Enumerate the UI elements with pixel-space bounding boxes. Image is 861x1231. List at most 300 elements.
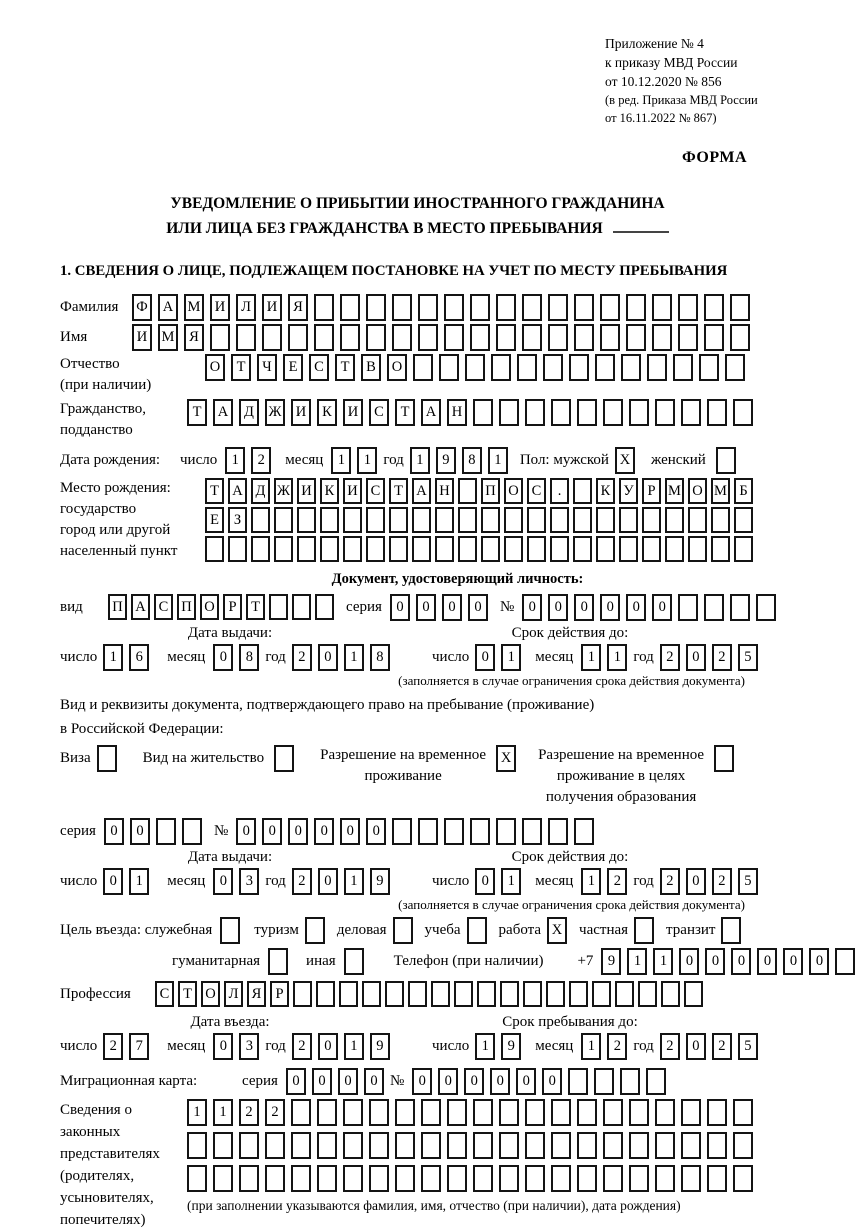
char-cell[interactable] [673,354,693,381]
doc-valid-day-input[interactable] [475,644,527,671]
char-cell[interactable]: 2 [292,644,312,671]
char-cell[interactable]: Т [395,399,415,426]
char-cell[interactable]: М [158,324,178,351]
char-cell[interactable] [156,818,176,845]
char-cell[interactable] [389,507,408,533]
char-cell[interactable] [317,1132,337,1159]
char-cell[interactable]: Ж [274,478,293,504]
char-cell[interactable] [470,294,490,321]
char-cell[interactable]: О [201,981,220,1007]
char-cell[interactable]: К [317,399,337,426]
char-cell[interactable] [550,507,569,533]
birth-month-input[interactable] [331,447,383,474]
char-cell[interactable] [733,399,753,426]
char-cell[interactable] [577,1132,597,1159]
char-cell[interactable] [525,1132,545,1159]
char-cell[interactable]: 1 [627,948,647,975]
char-cell[interactable] [711,536,730,562]
char-cell[interactable]: 8 [239,644,259,671]
char-cell[interactable]: Я [184,324,204,351]
char-cell[interactable] [473,399,493,426]
char-cell[interactable] [288,324,308,351]
char-cell[interactable]: 0 [366,818,386,845]
res-valid-day-input[interactable] [475,868,527,895]
char-cell[interactable]: 0 [809,948,829,975]
char-cell[interactable] [291,1165,311,1192]
char-cell[interactable]: 2 [265,1099,285,1126]
char-cell[interactable]: 1 [344,868,364,895]
char-cell[interactable]: 2 [292,1033,312,1060]
char-cell[interactable] [470,818,490,845]
char-cell[interactable] [268,948,288,975]
char-cell[interactable] [291,1099,311,1126]
char-cell[interactable] [499,1099,519,1126]
char-cell[interactable]: 1 [344,1033,364,1060]
purpose-official-checkbox[interactable] [220,917,246,944]
char-cell[interactable] [291,1132,311,1159]
char-cell[interactable] [546,981,565,1007]
char-cell[interactable]: 1 [501,868,521,895]
char-cell[interactable] [756,594,776,621]
char-cell[interactable]: 0 [574,594,594,621]
char-cell[interactable] [629,1165,649,1192]
char-cell[interactable] [205,536,224,562]
char-cell[interactable] [522,818,542,845]
char-cell[interactable] [678,324,698,351]
char-cell[interactable] [491,354,511,381]
char-cell[interactable] [305,917,325,944]
char-cell[interactable]: 5 [738,1033,758,1060]
char-cell[interactable] [477,981,496,1007]
char-cell[interactable] [251,507,270,533]
char-cell[interactable] [447,1132,467,1159]
char-cell[interactable] [393,917,413,944]
char-cell[interactable] [629,399,649,426]
char-cell[interactable] [366,294,386,321]
char-cell[interactable] [343,1099,363,1126]
purpose-study-checkbox[interactable] [467,917,493,944]
char-cell[interactable] [435,507,454,533]
char-cell[interactable]: 8 [462,447,482,474]
char-cell[interactable]: 1 [410,447,430,474]
char-cell[interactable] [523,981,542,1007]
phone-number-input[interactable] [601,948,861,975]
char-cell[interactable]: 0 [318,1033,338,1060]
char-cell[interactable]: И [343,478,362,504]
char-cell[interactable] [655,1099,675,1126]
char-cell[interactable]: 2 [607,868,627,895]
char-cell[interactable] [525,1099,545,1126]
char-cell[interactable] [458,536,477,562]
char-cell[interactable]: А [228,478,247,504]
purpose-humanitarian-checkbox[interactable] [268,948,294,975]
char-cell[interactable] [684,981,703,1007]
char-cell[interactable]: 0 [542,1068,562,1095]
char-cell[interactable] [619,536,638,562]
char-cell[interactable] [595,354,615,381]
char-cell[interactable]: 0 [626,594,646,621]
char-cell[interactable] [551,1165,571,1192]
char-cell[interactable]: 0 [548,594,568,621]
char-cell[interactable]: Р [223,594,242,620]
char-cell[interactable] [439,354,459,381]
char-cell[interactable] [527,507,546,533]
char-cell[interactable]: 5 [738,644,758,671]
char-cell[interactable] [389,536,408,562]
char-cell[interactable] [392,324,412,351]
char-cell[interactable] [395,1165,415,1192]
char-cell[interactable]: 2 [103,1033,123,1060]
char-cell[interactable] [314,324,334,351]
char-cell[interactable]: 0 [318,868,338,895]
char-cell[interactable] [366,507,385,533]
purpose-other-checkbox[interactable] [344,948,370,975]
char-cell[interactable] [603,1132,623,1159]
char-cell[interactable] [496,818,516,845]
char-cell[interactable]: 0 [438,1068,458,1095]
char-cell[interactable]: 0 [783,948,803,975]
char-cell[interactable]: 0 [464,1068,484,1095]
char-cell[interactable] [543,354,563,381]
stay-day-input[interactable] [475,1033,527,1060]
char-cell[interactable] [213,1132,233,1159]
char-cell[interactable]: А [158,294,178,321]
char-cell[interactable] [340,294,360,321]
char-cell[interactable]: Р [642,478,661,504]
purpose-work-checkbox[interactable] [547,917,573,944]
char-cell[interactable]: Т [389,478,408,504]
char-cell[interactable] [734,536,753,562]
char-cell[interactable]: 0 [288,818,308,845]
char-cell[interactable] [340,324,360,351]
char-cell[interactable] [714,745,734,772]
char-cell[interactable] [704,294,724,321]
char-cell[interactable]: 0 [731,948,751,975]
char-cell[interactable] [220,917,240,944]
char-cell[interactable] [187,1132,207,1159]
char-cell[interactable]: О [688,478,707,504]
char-cell[interactable] [711,507,730,533]
char-cell[interactable] [320,536,339,562]
char-cell[interactable] [574,818,594,845]
char-cell[interactable] [314,294,334,321]
char-cell[interactable]: X [496,745,516,772]
char-cell[interactable]: 1 [213,1099,233,1126]
char-cell[interactable] [517,354,537,381]
char-cell[interactable] [619,507,638,533]
char-cell[interactable]: П [177,594,196,620]
char-cell[interactable] [716,447,736,474]
char-cell[interactable] [297,507,316,533]
char-cell[interactable]: А [412,478,431,504]
char-cell[interactable]: 0 [475,644,495,671]
char-cell[interactable] [408,981,427,1007]
char-cell[interactable]: А [131,594,150,620]
char-cell[interactable]: И [262,294,282,321]
char-cell[interactable]: 0 [412,1068,432,1095]
char-cell[interactable] [320,507,339,533]
char-cell[interactable]: 1 [653,948,673,975]
residence-permit-checkbox[interactable] [274,745,300,772]
char-cell[interactable] [418,818,438,845]
res-issue-day-input[interactable] [103,868,155,895]
birth-year-input[interactable] [410,447,514,474]
char-cell[interactable] [527,536,546,562]
char-cell[interactable] [481,507,500,533]
char-cell[interactable] [315,594,334,620]
purpose-business-checkbox[interactable] [393,917,419,944]
char-cell[interactable]: С [154,594,173,620]
char-cell[interactable] [444,324,464,351]
entry-day-input[interactable] [103,1033,155,1060]
char-cell[interactable] [236,324,256,351]
char-cell[interactable] [269,594,288,620]
char-cell[interactable] [577,1099,597,1126]
char-cell[interactable] [596,507,615,533]
char-cell[interactable] [574,294,594,321]
char-cell[interactable]: 0 [312,1068,332,1095]
birth-place-input-row1[interactable] [205,478,757,504]
char-cell[interactable] [444,294,464,321]
char-cell[interactable] [431,981,450,1007]
char-cell[interactable] [665,507,684,533]
char-cell[interactable] [681,1165,701,1192]
char-cell[interactable]: Я [288,294,308,321]
char-cell[interactable]: Я [247,981,266,1007]
char-cell[interactable] [395,1132,415,1159]
char-cell[interactable]: 0 [686,1033,706,1060]
char-cell[interactable] [458,478,477,504]
char-cell[interactable]: 1 [581,1033,601,1060]
char-cell[interactable] [665,536,684,562]
char-cell[interactable] [629,1099,649,1126]
char-cell[interactable] [265,1165,285,1192]
char-cell[interactable] [447,1165,467,1192]
doc-issue-month-input[interactable] [213,644,265,671]
char-cell[interactable]: 0 [468,594,488,621]
char-cell[interactable] [499,1132,519,1159]
char-cell[interactable]: С [527,478,546,504]
doc-valid-year-input[interactable] [660,644,764,671]
char-cell[interactable] [551,1132,571,1159]
char-cell[interactable] [730,594,750,621]
char-cell[interactable] [638,981,657,1007]
char-cell[interactable]: 0 [652,594,672,621]
stay-month-input[interactable] [581,1033,633,1060]
char-cell[interactable] [704,594,724,621]
char-cell[interactable] [292,594,311,620]
char-cell[interactable] [707,1132,727,1159]
char-cell[interactable]: 0 [516,1068,536,1095]
char-cell[interactable] [297,536,316,562]
char-cell[interactable] [548,294,568,321]
char-cell[interactable] [500,981,519,1007]
char-cell[interactable] [421,1099,441,1126]
char-cell[interactable] [251,536,270,562]
char-cell[interactable] [704,324,724,351]
char-cell[interactable]: 9 [370,868,390,895]
char-cell[interactable]: . [550,478,569,504]
char-cell[interactable]: И [132,324,152,351]
char-cell[interactable]: Т [205,478,224,504]
char-cell[interactable]: 0 [442,594,462,621]
char-cell[interactable] [621,354,641,381]
char-cell[interactable]: Е [283,354,303,381]
res-issue-year-input[interactable] [292,868,396,895]
char-cell[interactable] [496,294,516,321]
char-cell[interactable] [369,1132,389,1159]
char-cell[interactable]: 2 [251,447,271,474]
char-cell[interactable] [454,981,473,1007]
char-cell[interactable]: 1 [103,644,123,671]
char-cell[interactable] [835,948,855,975]
char-cell[interactable]: 1 [607,644,627,671]
representatives-input-row2[interactable] [187,1132,759,1159]
char-cell[interactable]: О [504,478,523,504]
char-cell[interactable]: 0 [490,1068,510,1095]
char-cell[interactable]: Ф [132,294,152,321]
char-cell[interactable] [592,981,611,1007]
char-cell[interactable]: 0 [686,868,706,895]
char-cell[interactable]: 0 [686,644,706,671]
char-cell[interactable]: Л [236,294,256,321]
char-cell[interactable]: 2 [292,868,312,895]
char-cell[interactable] [629,1132,649,1159]
char-cell[interactable] [733,1165,753,1192]
purpose-transit-checkbox[interactable] [721,917,747,944]
char-cell[interactable] [458,507,477,533]
char-cell[interactable] [525,399,545,426]
char-cell[interactable]: С [155,981,174,1007]
char-cell[interactable]: 0 [104,818,124,845]
char-cell[interactable]: О [387,354,407,381]
char-cell[interactable] [412,507,431,533]
char-cell[interactable]: 6 [129,644,149,671]
char-cell[interactable] [568,1068,588,1095]
char-cell[interactable] [603,399,623,426]
char-cell[interactable] [522,324,542,351]
char-cell[interactable]: М [711,478,730,504]
char-cell[interactable] [603,1165,623,1192]
char-cell[interactable] [733,1099,753,1126]
char-cell[interactable]: 8 [370,644,390,671]
char-cell[interactable] [435,536,454,562]
char-cell[interactable]: 0 [130,818,150,845]
entry-year-input[interactable] [292,1033,396,1060]
char-cell[interactable] [97,745,117,772]
char-cell[interactable] [499,399,519,426]
char-cell[interactable] [343,507,362,533]
char-cell[interactable]: 2 [660,868,680,895]
char-cell[interactable]: 1 [581,644,601,671]
char-cell[interactable]: Т [335,354,355,381]
char-cell[interactable]: 0 [416,594,436,621]
char-cell[interactable]: 2 [712,868,732,895]
char-cell[interactable] [395,1099,415,1126]
char-cell[interactable]: Н [447,399,467,426]
given-name-input[interactable] [132,324,756,351]
char-cell[interactable]: В [361,354,381,381]
surname-input[interactable] [132,294,756,321]
char-cell[interactable] [620,1068,640,1095]
char-cell[interactable] [577,1165,597,1192]
char-cell[interactable] [343,536,362,562]
char-cell[interactable] [734,507,753,533]
char-cell[interactable] [213,1165,233,1192]
char-cell[interactable]: У [619,478,638,504]
char-cell[interactable] [418,324,438,351]
char-cell[interactable] [412,536,431,562]
char-cell[interactable]: 0 [318,644,338,671]
res-number-input[interactable] [236,818,600,845]
char-cell[interactable]: С [366,478,385,504]
char-cell[interactable]: X [547,917,567,944]
char-cell[interactable] [655,1165,675,1192]
char-cell[interactable] [707,1099,727,1126]
char-cell[interactable]: Е [205,507,224,533]
char-cell[interactable] [646,1068,666,1095]
char-cell[interactable] [343,1132,363,1159]
char-cell[interactable] [594,1068,614,1095]
char-cell[interactable] [421,1132,441,1159]
char-cell[interactable] [444,818,464,845]
char-cell[interactable] [392,294,412,321]
char-cell[interactable] [642,507,661,533]
char-cell[interactable]: 9 [370,1033,390,1060]
char-cell[interactable] [344,948,364,975]
char-cell[interactable]: С [309,354,329,381]
char-cell[interactable] [366,536,385,562]
char-cell[interactable] [569,354,589,381]
char-cell[interactable]: Т [231,354,251,381]
char-cell[interactable] [473,1099,493,1126]
char-cell[interactable] [721,917,741,944]
char-cell[interactable] [634,917,654,944]
char-cell[interactable] [681,1099,701,1126]
res-series-input[interactable] [104,818,208,845]
char-cell[interactable]: И [297,478,316,504]
char-cell[interactable]: 0 [213,644,233,671]
char-cell[interactable] [678,294,698,321]
char-cell[interactable]: Р [270,981,289,1007]
char-cell[interactable]: 9 [501,1033,521,1060]
char-cell[interactable] [366,324,386,351]
char-cell[interactable]: 0 [679,948,699,975]
char-cell[interactable] [707,399,727,426]
char-cell[interactable]: П [481,478,500,504]
char-cell[interactable] [569,981,588,1007]
char-cell[interactable] [339,981,358,1007]
char-cell[interactable]: К [596,478,615,504]
char-cell[interactable]: 5 [738,868,758,895]
char-cell[interactable]: 3 [239,1033,259,1060]
char-cell[interactable] [465,354,485,381]
char-cell[interactable] [522,294,542,321]
doc-valid-month-input[interactable] [581,644,633,671]
char-cell[interactable]: 1 [331,447,351,474]
representatives-input-row3[interactable] [187,1165,759,1192]
visa-checkbox[interactable] [97,745,123,772]
doc-issue-day-input[interactable] [103,644,155,671]
char-cell[interactable]: О [200,594,219,620]
char-cell[interactable]: К [320,478,339,504]
char-cell[interactable]: 0 [236,818,256,845]
char-cell[interactable] [473,1132,493,1159]
char-cell[interactable] [551,1099,571,1126]
char-cell[interactable]: О [205,354,225,381]
char-cell[interactable] [467,917,487,944]
birth-day-input[interactable] [225,447,277,474]
